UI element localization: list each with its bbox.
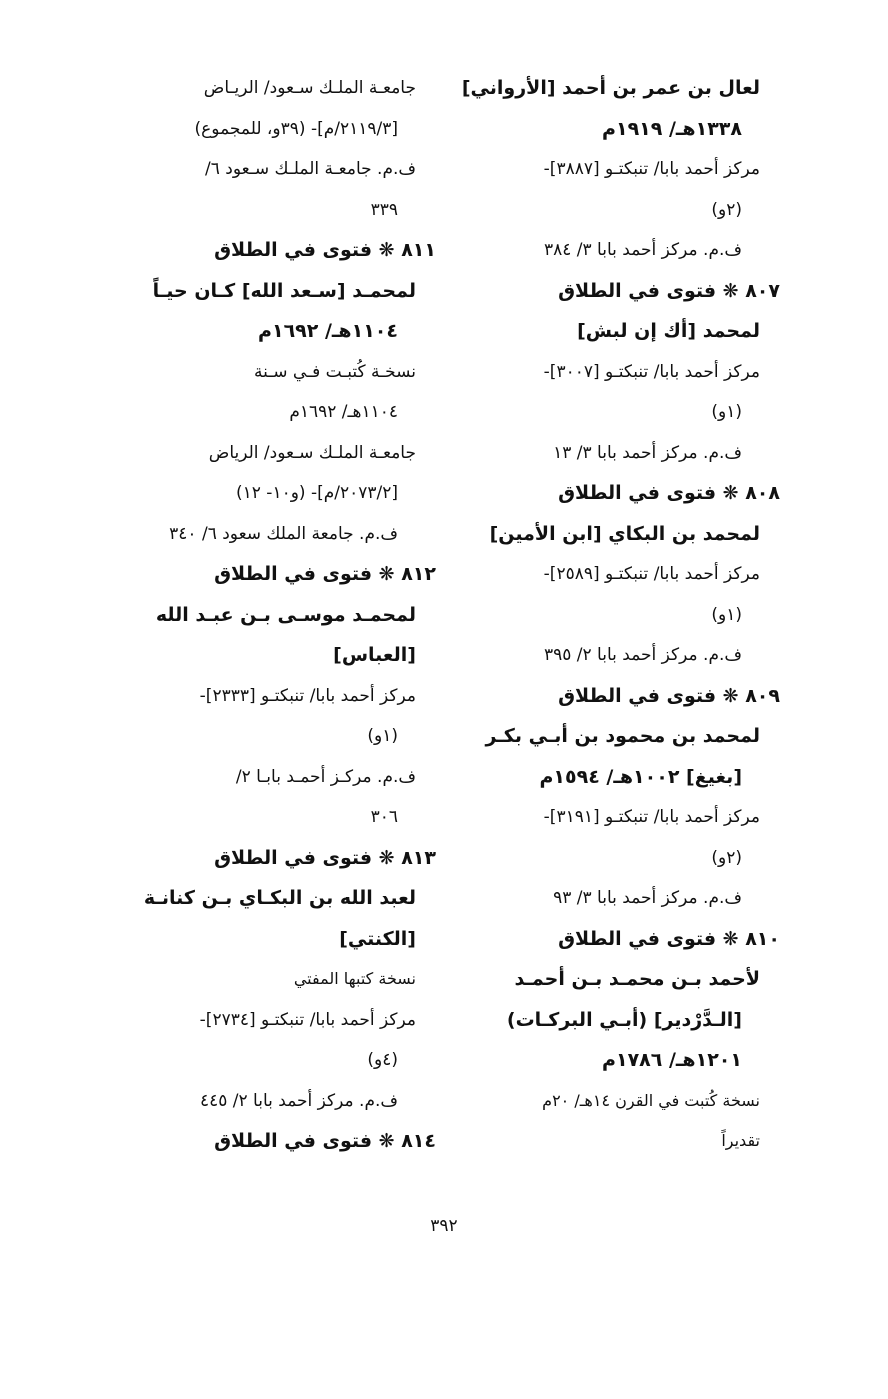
text-line: مركز أحمد بابا/ تنبكتـو [٢٧٣٤]- <box>199 1009 416 1030</box>
text-line: نسخة كُتبت في القرن ١٤هـ/ ٢٠م <box>542 1090 760 1110</box>
text-line: (١و) <box>367 726 398 746</box>
text-line: جامعـة الملـك سـعود/ الرياض <box>208 442 416 463</box>
text-line: نسخـة كُتبـت فـي سـنة <box>254 361 416 382</box>
text-line: ف.م. مركز أحمد بابا ٣/ ١٣ <box>553 442 742 463</box>
text-line: [الـدَّرْدير] (أبـي البركـات) <box>506 1008 742 1031</box>
text-line: ف.م. مركز أحمد بابا ٣/ ٣٨٤ <box>543 240 742 260</box>
entry-heading: ٨٠٧ ❋ فتوى في الطلاق <box>558 279 780 302</box>
entry-heading: ٨٠٩ ❋ فتوى في الطلاق <box>558 684 780 707</box>
text-line: [بغيغ] ١٠٠٢هـ/ ١٥٩٤م <box>539 765 742 788</box>
entry-heading: ٨١٢ ❋ فتوى في الطلاق <box>214 563 436 585</box>
text-line: لعبد الله بن البكـاي بـن كنانـة <box>143 887 416 909</box>
text-line: لأحمد بـن محمـد بـن أحمـد <box>514 968 760 990</box>
text-line: مركز أحمد بابا/ تنبكتـو [٣٠٠٧]- <box>543 361 760 382</box>
text-line: لمحمـد موسـى بـن عبـد الله <box>155 603 416 626</box>
text-line: تقديراً <box>721 1131 760 1150</box>
text-line: ف.م. جامعـة الملـك سـعود ٦/ <box>205 159 416 179</box>
text-line: لمحمـد [سـعد الله] كـان حيـاً <box>152 279 416 302</box>
entry-heading: ٨٠٨ ❋ فتوى في الطلاق <box>558 482 780 504</box>
text-line: لمحمد [أك إن لبش] <box>577 320 760 342</box>
page-number: ٣٩٢ <box>430 1216 458 1236</box>
left-column <box>116 68 436 1162</box>
right-column <box>460 68 780 1162</box>
text-line: (٤و) <box>367 1050 398 1070</box>
text-line: [الكنتي] <box>339 927 416 950</box>
text-line: ف.م. جامعة الملك سعود ٦/ ٣٤٠ <box>169 523 398 544</box>
text-line: ٣٠٦ <box>370 807 398 827</box>
text-line: ١٢٠١هـ/ ١٧٨٦م <box>602 1049 742 1071</box>
entry-heading: ٨١٤ ❋ فتوى في الطلاق <box>214 1130 436 1152</box>
text-line: [العباس] <box>333 644 416 666</box>
text-line: (١و) <box>711 402 742 422</box>
text-line: ١١٠٤هـ/ ١٦٩٢م <box>289 402 398 422</box>
text-line: ف.م. مركز أحمد بابا ٣/ ٩٣ <box>553 888 742 908</box>
text-line: لمحمد بن البكاي [ابن الأمين] <box>489 522 760 545</box>
text-line: مركز أحمد بابا/ تنبكتـو [٣١٩١]- <box>543 807 760 827</box>
text-line: (٢و) <box>711 199 742 220</box>
text-line: (٢و) <box>711 847 742 868</box>
text-line: [٢٠٧٣/٢/م]- (و١٠- ١٢) <box>235 483 398 503</box>
entry-heading: ٨١١ ❋ فتوى في الطلاق <box>214 239 436 261</box>
text-line: ف.م. مركز أحمد بابا ٢/ ٤٤٥ <box>199 1090 398 1111</box>
entry-heading: ٨١٠ ❋ فتوى في الطلاق <box>558 927 780 950</box>
text-line: ف.م. مركز أحمد بابا ٢/ ٣٩٥ <box>543 645 742 665</box>
text-line: ١٣٣٨هـ/ ١٩١٩م <box>602 117 742 140</box>
text-line: لعال بن عمر بن أحمد [الأرواني] <box>461 77 760 99</box>
text-line: ٣٣٩ <box>370 199 398 220</box>
text-line: لمحمد بن محمود بن أبـي بكـر <box>485 725 760 747</box>
text-line: ف.م. مركـز أحمـد بابـا ٢/ <box>235 766 416 787</box>
text-line: مركز أحمد بابا/ تنبكتـو [٣٨٨٧]- <box>543 159 760 179</box>
text-line: (١و) <box>711 604 742 625</box>
entry-heading: ٨١٣ ❋ فتوى في الطلاق <box>214 846 436 869</box>
text-line: مركز أحمد بابا/ تنبكتـو [٢٥٨٩]- <box>543 564 760 584</box>
text-line: [٢١١٩/٣/م]- (٣٩و، للمجموع) <box>194 118 398 139</box>
text-line: نسخة كتبها المفتي <box>293 969 416 988</box>
text-line: ١١٠٤هـ/ ١٦٩٢م <box>258 320 398 342</box>
text-line: مركز أحمد بابا/ تنبكتـو [٢٣٣٣]- <box>199 685 416 706</box>
text-line: جامعـة الملـك سـعود/ الريـاض <box>203 78 416 98</box>
